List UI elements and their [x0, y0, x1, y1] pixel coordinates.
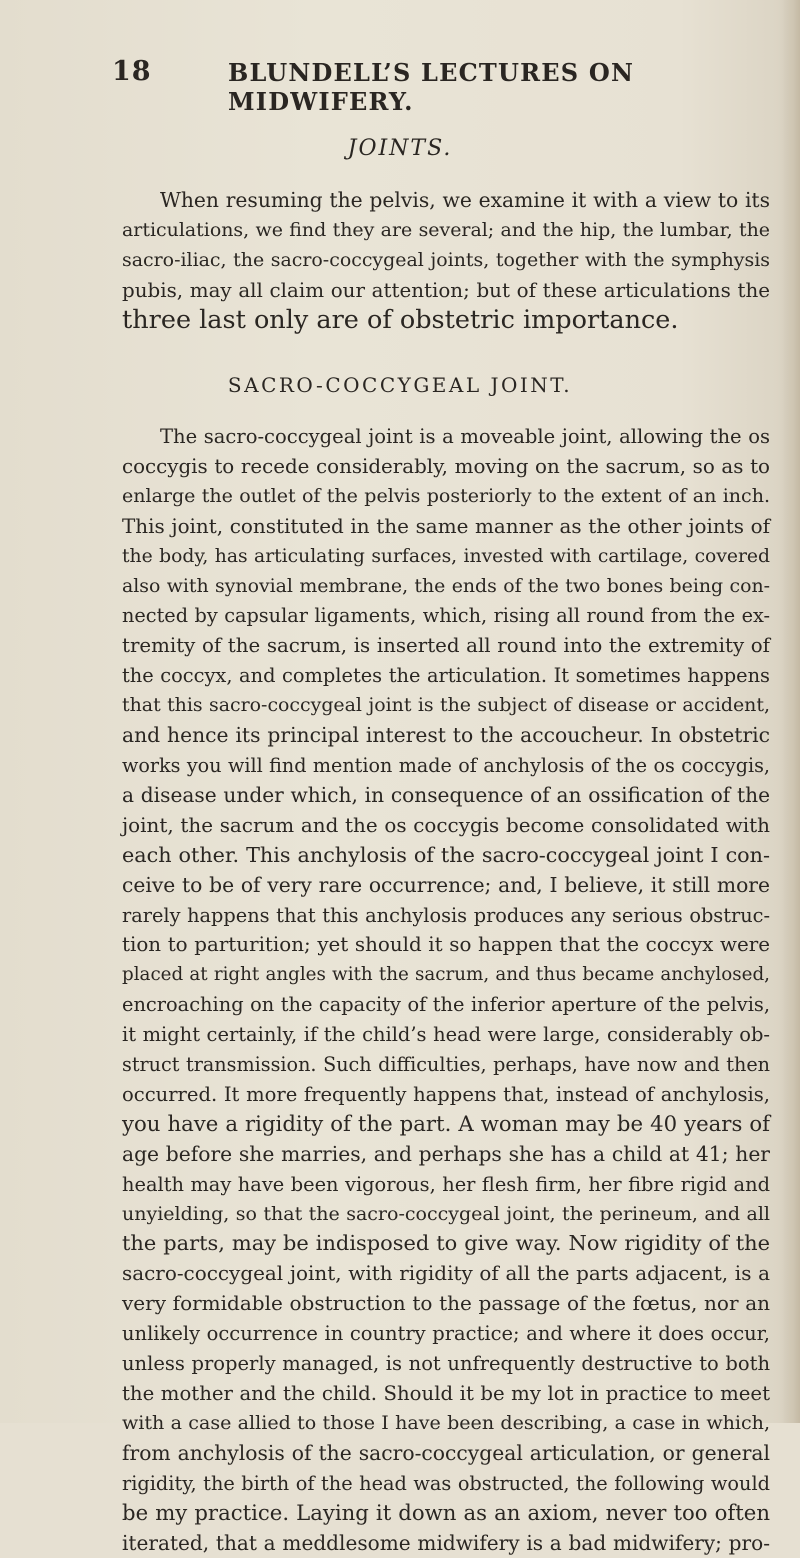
paragraph-line: works you will find mention made of anchylosis of the os coccygis,	[122, 753, 770, 777]
paragraph-line: very formidable obstruction to the passage of the fœtus, nor an	[122, 1291, 770, 1316]
paragraph-line: articulations, we find they are several; and the hip, the lumbar, the	[122, 218, 770, 241]
paragraph-line: and hence its principal interest to the accoucheur. In obstetric	[122, 723, 770, 748]
paragraph-line: enlarge the outlet of the pelvis posteriorly to the extent of an inch.	[122, 484, 770, 507]
paragraph-line: nected by capsular ligaments, which, rising all round from the ex-	[122, 604, 770, 628]
paragraph-1	[122, 186, 770, 336]
paragraph-line: sacro-iliac, the sacro-coccygeal joints, together with the symphysis	[122, 248, 770, 271]
paragraph-line: the body, has articulating surfaces, invested with cartilage, covered	[122, 545, 770, 567]
paragraph-line: that this sacro-coccygeal joint is the subject of disease or accident,	[122, 694, 770, 717]
paragraph-line: it might certainly, if the child’s head were large, considerably ob-	[122, 1023, 770, 1047]
paragraph-line: sacro-coccygeal joint, with rigidity of all the parts adjacent, is a	[122, 1261, 770, 1286]
paragraph-line: also with synovial membrane, the ends of the two bones being con-	[122, 574, 770, 597]
paragraph-line: with a case allied to those I have been describing, a case in which,	[122, 1411, 770, 1434]
paragraph-2	[122, 422, 770, 1558]
paragraph-line: iterated, that a meddlesome midwifery is a bad midwifery; pro-	[122, 1530, 770, 1555]
paragraph-line: coccygis to recede considerably, moving on the sacrum, so as to	[122, 454, 770, 478]
paragraph-line: rarely happens that this anchylosis produces any serious obstruc-	[122, 903, 770, 927]
paragraph-line: struct transmission. Such difficulties, perhaps, have now and then	[122, 1053, 770, 1077]
paragraph-line: The sacro-coccygeal joint is a moveable joint, allowing the os	[160, 425, 770, 448]
paragraph-line: encroaching on the capacity of the inferior aperture of the pelvis,	[122, 993, 770, 1017]
paragraph-line: age before she marries, and perhaps she has a child at 41; her	[122, 1141, 770, 1166]
paragraph-line: unyielding, so that the sacro-coccygeal joint, the perineum, and all	[122, 1202, 770, 1225]
paragraph-line: This joint, constituted in the same manner as the other joints of	[122, 514, 770, 538]
paragraph-line: ceive to be of very rare occurrence; and, I believe, it still more	[122, 872, 770, 897]
paragraph-line: the coccyx, and completes the articulation. It sometimes happens	[122, 664, 770, 688]
paragraph-line: placed at right angles with the sacrum, and thus became anchylosed,	[122, 964, 770, 986]
paragraph-line: be my practice. Laying it down as an axiom, never too often	[122, 1500, 770, 1526]
page-edge-shadow	[782, 0, 800, 1423]
paragraph-line: joint, the sacrum and the os coccygis become consolidated with	[122, 813, 770, 837]
paragraph-line: the parts, may be indisposed to give way. Now rigidity of the	[122, 1231, 770, 1256]
paragraph-line: unless properly managed, is not unfrequently destructive to both	[122, 1352, 770, 1376]
paragraph-line: rigidity, the birth of the head was obstructed, the following would	[122, 1471, 770, 1495]
running-title: BLUNDELL’S LECTURES ON MIDWIFERY.	[228, 58, 635, 116]
subsection-heading: SACRO-COCCYGEAL JOINT.	[227, 373, 573, 397]
page-number: 18	[112, 56, 152, 87]
paragraph-line: a disease under which, in consequence of an ossification of the	[122, 782, 770, 807]
paragraph-line: When resuming the pelvis, we examine it with a view to its	[160, 188, 770, 212]
paragraph-line: three last only are of obstetric importance.	[122, 304, 679, 335]
paragraph-line: tion to parturition; yet should it so happen that the coccyx were	[122, 933, 770, 957]
section-heading: JOINTS.	[347, 136, 453, 161]
paragraph-line: from anchylosis of the sacro-coccygeal articulation, or general	[122, 1440, 770, 1465]
paragraph-line: health may have been vigorous, her flesh firm, her fibre rigid and	[122, 1172, 770, 1196]
paragraph-line: the mother and the child. Should it be my lot in practice to meet	[122, 1382, 770, 1405]
running-head	[112, 56, 712, 116]
paragraph-line: occurred. It more frequently happens that, instead of anchylosis,	[122, 1082, 770, 1106]
paragraph-line: pubis, may all claim our attention; but of these articulations the	[122, 278, 770, 302]
paragraph-line: unlikely occurrence in country practice; and where it does occur,	[122, 1322, 770, 1346]
paragraph-line: you have a rigidity of the part. A woman may be 40 years of	[122, 1111, 770, 1137]
paragraph-line: each other. This anchylosis of the sacro-coccygeal joint I con-	[122, 842, 770, 867]
paragraph-line: tremity of the sacrum, is inserted all round into the extremity of	[122, 634, 770, 658]
